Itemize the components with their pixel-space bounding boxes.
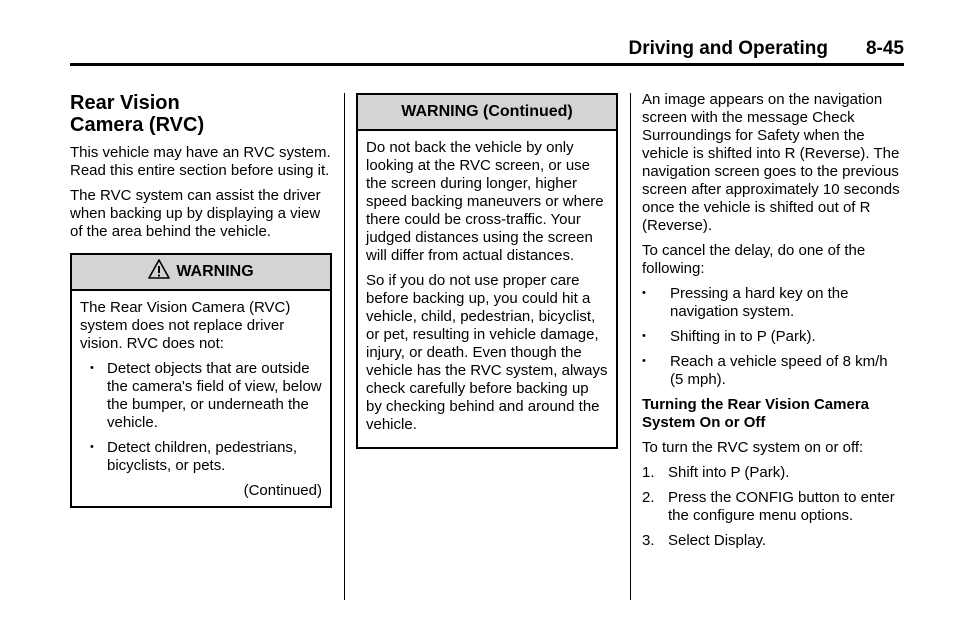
list-item-text: Detect children, pedestrians, bicyclists, or pets. — [107, 439, 298, 474]
warning-box — [70, 253, 332, 508]
step-item — [642, 464, 904, 482]
section-title-line: Camera (RVC) — [70, 114, 205, 136]
list-item — [642, 285, 904, 321]
steps-list — [642, 464, 904, 550]
warning-continued-header: WARNING (Continued) — [358, 95, 616, 131]
section-title — [70, 92, 332, 136]
column-divider — [344, 93, 345, 600]
list-item-text: Shifting in to P (Park). — [670, 328, 816, 345]
body-paragraph: To turn the RVC system on or off: — [642, 439, 864, 456]
step-number: 3. — [642, 532, 655, 549]
column-middle — [356, 93, 618, 449]
section-title-line: Rear Vision — [70, 92, 180, 114]
warning-header — [72, 255, 330, 291]
bullet-icon: • — [642, 355, 646, 367]
bullet-icon: • — [90, 362, 94, 374]
bullet-icon: • — [90, 441, 94, 453]
step-text: Press the CONFIG button to enter the configure menu options. — [668, 489, 895, 524]
warning-body — [72, 291, 330, 506]
continued-note: (Continued) — [243, 482, 322, 499]
body-paragraph: The RVC system can assist the driver when backing up by displaying a view of the area behind the vehicle. — [70, 187, 321, 240]
header-rule — [70, 63, 904, 66]
step-number: 2. — [642, 489, 655, 506]
warning-continued-body — [358, 131, 616, 447]
body-paragraph: This vehicle may have an RVC system. Read this entire section before using it. — [70, 144, 331, 179]
page-number: 8-45 — [865, 38, 904, 59]
step-text: Shift into P (Park). — [668, 464, 790, 481]
page-header — [70, 38, 904, 62]
warning-paragraph: So if you do not use proper care before backing up, you could hit a vehicle, child, pedestrian, bicyclist, or pet, resulting in vehicle damage, injury, or death. Even though the vehicle has the RVC system, always check carefully before backing up by checking behind and around the vehicle. — [366, 272, 608, 433]
bullet-icon: • — [642, 330, 646, 342]
list-item-text: Detect objects that are outside the camera's field of view, below the bumper, or underneath the vehicle. — [107, 360, 322, 431]
warning-intro: The Rear Vision Camera (RVC) system does not replace driver vision. RVC does not: — [80, 299, 291, 352]
column-left — [70, 92, 332, 508]
body-paragraph: To cancel the delay, do one of the following: — [642, 242, 866, 277]
step-number: 1. — [642, 464, 655, 481]
list-item-text: Pressing a hard key on the navigation system. — [670, 285, 849, 320]
body-paragraph: An image appears on the navigation screen with the message Check Surroundings for Safety when the vehicle is shifted into R (Reverse). The navigation screen goes to the previous screen after approximately 10 seconds once the vehicle is shifted out of R (Reverse). — [642, 91, 900, 234]
chapter-title: Driving and Operating — [628, 38, 828, 59]
list-item — [80, 439, 322, 475]
step-text: Select Display. — [668, 532, 767, 549]
warning-paragraph: Do not back the vehicle by only looking at the RVC screen, or use the screen during longer, higher speed backing maneuvers or where there could be cross-traffic. Your judged distances using the screen will differ from actual distances. — [366, 139, 604, 264]
column-right — [642, 91, 904, 557]
warning-continued-box — [356, 93, 618, 449]
warning-bullet-list — [80, 360, 322, 475]
list-item — [642, 328, 904, 346]
subheading: Turning the Rear Vision Camera System On or Off — [642, 396, 869, 431]
list-item-text: Reach a vehicle speed of 8 km/h (5 mph). — [670, 353, 888, 388]
list-item — [642, 353, 904, 389]
step-item — [642, 489, 904, 525]
step-item — [642, 532, 904, 550]
warning-icon — [148, 258, 170, 292]
cancel-options-list — [642, 285, 904, 389]
list-item — [80, 360, 322, 432]
bullet-icon: • — [642, 287, 646, 299]
warning-label: WARNING — [176, 263, 254, 280]
column-divider — [630, 93, 631, 600]
